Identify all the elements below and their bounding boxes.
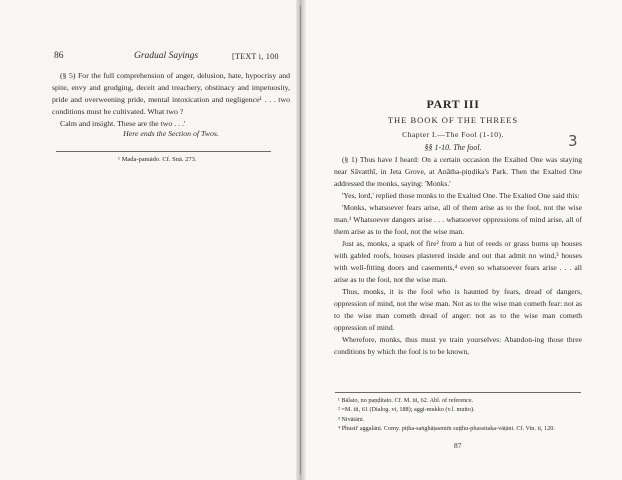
right-paragraph-5: Thus, monks, it is the fool who is haunted by fears, dread of dangers, oppression of mind, not the wise man. Not as to the wise man cometh fear: not as to the wise man cometh dread of anger: not as to the wise man cometh oppression of mind. <box>334 287 582 332</box>
right-paragraph-4: Just as, monks, a spark of fire² from a hut of reeds or grass burns up houses with gabled roofs, houses plastered inside and out that admit no wind,³ houses with well-fitting doors and casements,⁴ even so whatsoever fears arise . . . all arise as to the fool, not the wise man. <box>334 239 582 284</box>
left-page-number: 86 <box>54 51 64 61</box>
left-text-reference: [TEXT i, 100 <box>232 52 279 61</box>
chapter-title: Chapter I.—The Fool (1-10). <box>402 130 504 139</box>
right-footnote-2: ² =M. iii, 61 (Dialog. vi, 188); aggi-mukko (v.l. mutto). <box>338 406 475 414</box>
left-body-text <box>52 70 290 130</box>
right-body-text <box>334 154 582 358</box>
right-footnote-1: ¹ Bālato, no paṇḍitato. Cf. M. iii, 62. Abl. of reference. <box>338 397 474 404</box>
handwritten-margin-mark: 3 <box>568 132 578 150</box>
right-footnote-4: ⁴ Phusit' aggalāni. Comy. piṭha-saṅghāṭasmiṁ suṭṭhu-phassitaka-vāṭāni. Cf. Vin. ii, 120. <box>338 425 555 433</box>
left-paragraph-2: Calm and insight. These are the two . . .' <box>60 119 186 128</box>
right-paragraph-2: 'Yes, lord,' replied those monks to the Exalted One. The Exalted One said this: <box>342 191 580 200</box>
right-page-number: 87 <box>454 441 462 450</box>
right-paragraph-6: Wherefore, monks, thus must ye train yourselves: Abandon-ing those three conditions by which the fool is to be known, <box>334 335 582 356</box>
part-title: PART III <box>426 97 480 111</box>
right-paragraph-1: (§ 1) Thus have I heard: On a certain occasion the Exalted One was staying near Sāvatthī, in Jeta Grove, at Anātha-piṇḍika's Park. Then the Exalted One addressed the monks, saying: 'Monks.' <box>334 155 582 188</box>
right-paragraph-3: 'Monks, whatsoever fears arise, all of them arise as to the fool, not the wise man.¹ Whatsoever dangers arise . . . whatsoever oppressions of mind arise, all of them arise as to the fool, not the wise man. <box>334 203 582 236</box>
gutter-divider <box>300 6 301 474</box>
book-gutter <box>296 0 306 480</box>
right-footnote-rule <box>335 392 581 393</box>
left-paragraph-1: (§ 5) For the full comprehension of anger, delusion, hate, hypocrisy and spite, envy and grudging, deceit and treachery, obstinacy and impetuosity, pride and overweening pride, mental intoxication and negligence¹ . . . two conditions must be cultivated. What two ? <box>52 71 290 116</box>
left-footnote: ¹ Mada-pamādo. Cf. Snā. 273. <box>118 156 197 163</box>
section-title: §§ 1-10. The fool. <box>424 143 482 152</box>
section-end-line: Here ends the Section of Twos. <box>123 129 219 138</box>
right-footnote-3: ³ Nivātāni. <box>338 415 365 423</box>
left-running-title: Gradual Sayings <box>134 51 199 61</box>
left-footnote-rule <box>56 151 271 152</box>
right-footnotes <box>338 396 583 434</box>
book-title: THE BOOK OF THE THREES <box>387 115 519 125</box>
